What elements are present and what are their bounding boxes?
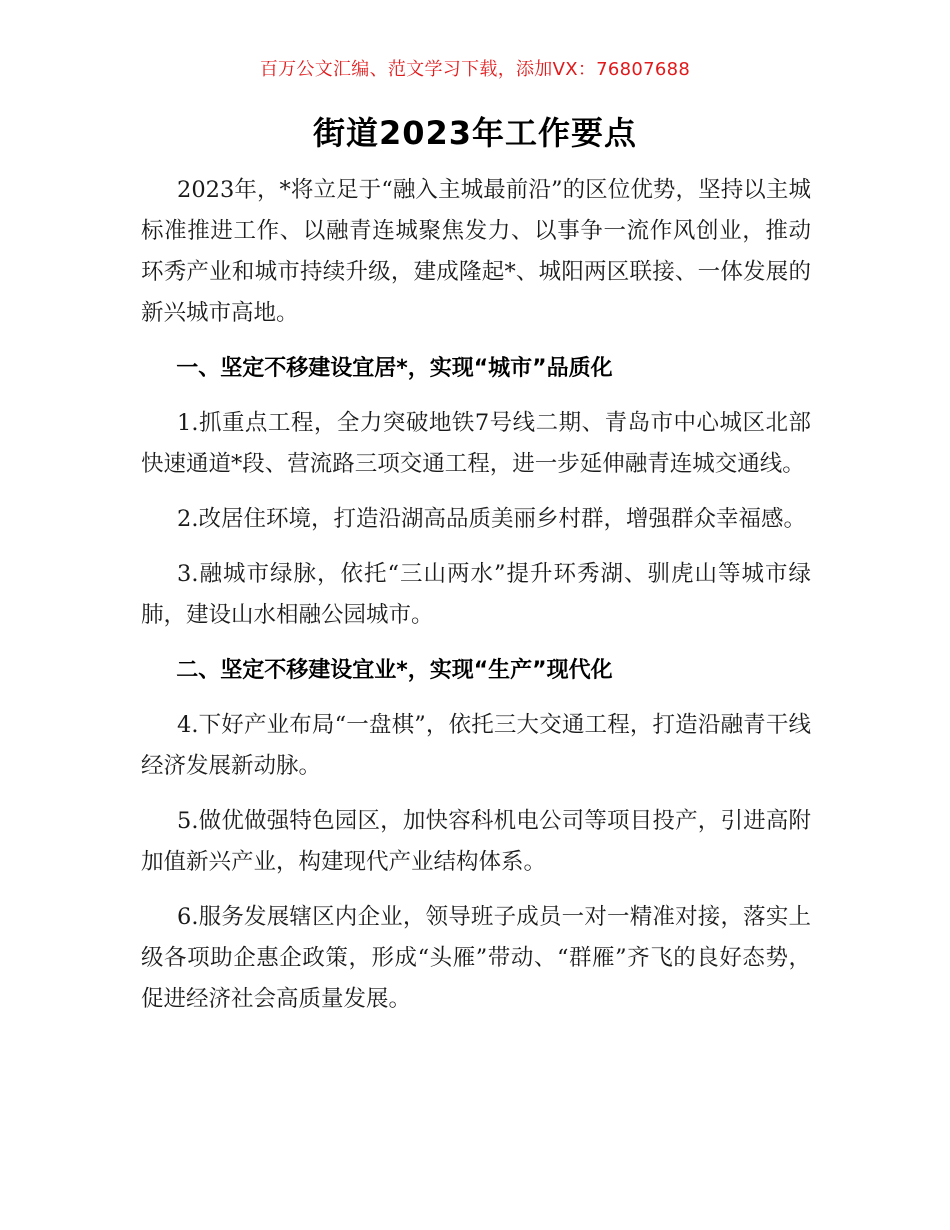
document-body [141,170,811,1034]
document-title: 街道2023年工作要点 [312,114,638,152]
section-2-item-1: 4.下好产业布局“一盘棋”，依托三大交通工程，打造沿融青干线经济发展新动脉。 [141,712,811,779]
section-heading-2: 二、坚定不移建设宜业*，实现“生产”现代化 [176,658,613,683]
section-1-item-1: 1.抓重点工程，全力突破地铁7号线二期、青岛市中心城区北部快速通道*段、营流路三项交通工程，进一步延伸融青连城交通线。 [141,410,811,477]
section-heading-1: 一、坚定不移建设宜居*，实现“城市”品质化 [176,356,613,381]
section-1-item-3: 3.融城市绿脉，依托“三山两水”提升环秀湖、驯虎山等城市绿肺，建设山水相融公园城市。 [141,561,811,628]
promo-banner: 百万公文汇编、范文学习下载，添加VX：76807688 [259,59,691,80]
section-2-item-2: 5.做优做强特色园区，加快容科机电公司等项目投产，引进高附加值新兴产业，构建现代产业结构体系。 [141,808,811,875]
section-2-item-3: 6.服务发展辖区内企业，领导班子成员一对一精准对接，落实上级各项助企惠企政策，形成“头雁”带动、“群雁”齐飞的良好态势，促进经济社会高质量发展。 [141,904,811,1012]
intro-paragraph: 2023年，*将立足于“融入主城最前沿”的区位优势，坚持以主城标准推进工作、以融青连城聚焦发力、以事争一流作风创业，推动环秀产业和城市持续升级，建成隆起*、城阳两区联接、一体发展的新兴城市高地。 [141,177,811,326]
section-1-item-2: 2.改居住环境，打造沿湖高品质美丽乡村群，增强群众幸福感。 [177,506,806,532]
